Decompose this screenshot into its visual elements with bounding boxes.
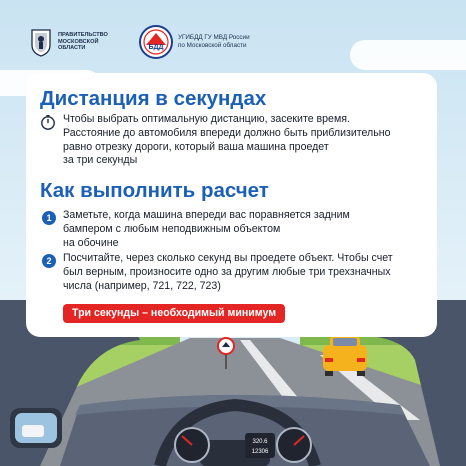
ugibdd-line-2: по Московской области [178, 42, 247, 49]
step-2-line-2: был верным, произносите одно за другим любые три трехзначных [63, 265, 391, 278]
key-message-banner: Три секунды – необходимый минимум [63, 304, 285, 323]
step-1-line-1: Заметьте, когда машина впереди вас поравняется задним [63, 209, 350, 221]
step-number-badge: 2 [42, 254, 56, 268]
section1-text [63, 113, 423, 168]
odometer-top: 320.6 [252, 439, 268, 445]
section1-title: Дистанция в секундах [40, 87, 267, 110]
ugibdd-line-1: УГИБДД ГУ МВД России [178, 34, 250, 41]
section1-line-2: Расстояние до автомобиля впереди должно быть приблизительно [63, 126, 391, 139]
section1-line-3: равно отрезку дороги, который ваша машина проедет [63, 140, 329, 153]
step-2-text [63, 252, 425, 293]
stopwatch-icon [40, 114, 56, 130]
step-2-line-1: Посчитайте, через сколько секунд вы проедете объект. Чтобы счет [63, 252, 393, 264]
side-mirror [10, 408, 62, 448]
gov-line-2: МОСКОВСКОЙ [58, 38, 99, 45]
section2-title: Как выполнить расчет [40, 179, 269, 202]
odometer-bottom: 12306 [251, 449, 269, 455]
section1-line-1: Чтобы выбрать оптимальную дистанцию, засеките время. [63, 113, 350, 125]
step-2-line-3: числа (например, 721, 722, 723) [63, 279, 221, 292]
step-1-line-3: на обочине [63, 236, 119, 249]
section1-line-4: за три секунды [63, 154, 138, 167]
gov-line-1: ПРАВИТЕЛЬСТВО [58, 32, 108, 39]
gov-line-3: ОБЛАСТИ [58, 45, 86, 52]
step-number-badge: 1 [42, 211, 56, 225]
step-1-text [63, 209, 425, 250]
step-1-line-2: бампером с любым неподвижным объектом [63, 222, 281, 235]
ugibdd-logo-text: БДД [148, 44, 164, 51]
